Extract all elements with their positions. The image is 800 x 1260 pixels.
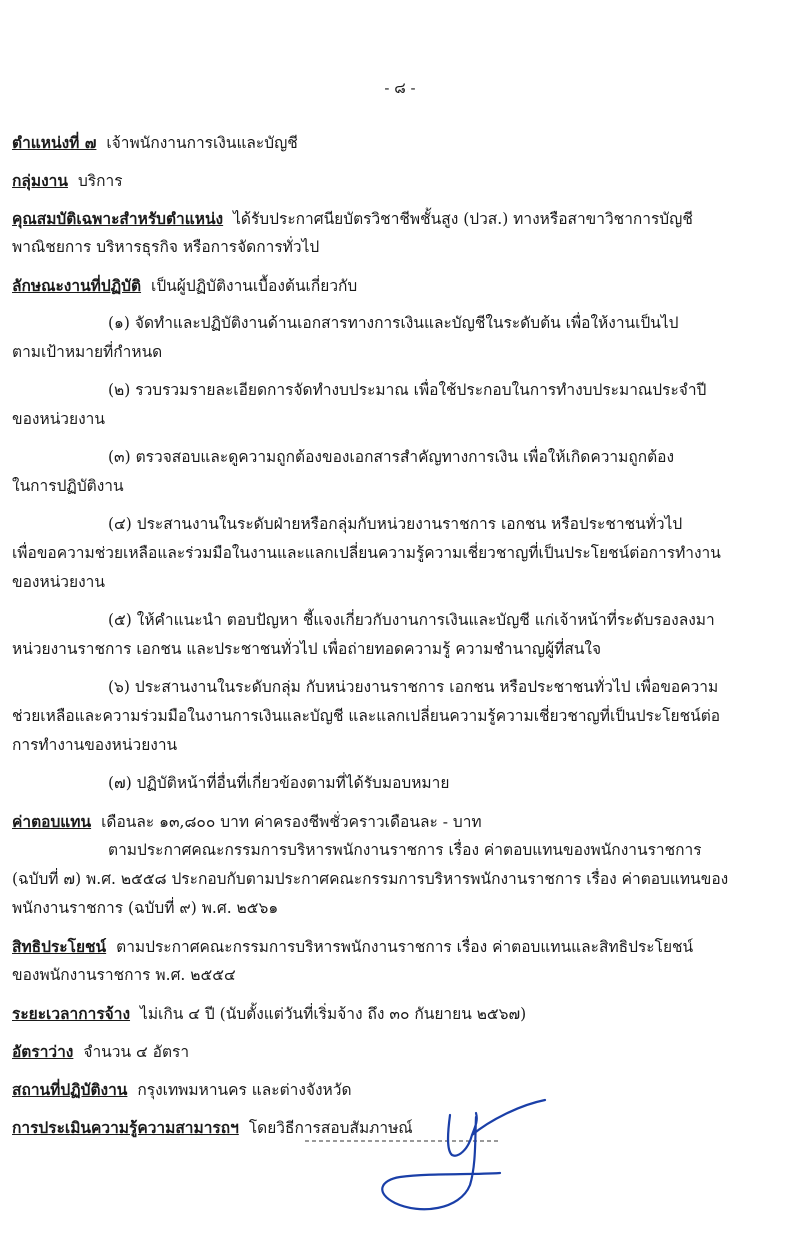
duties-line bbox=[12, 271, 798, 300]
duties-intro: เป็นผู้ปฏิบัติงานเบื้องต้นเกี่ยวกับ bbox=[151, 277, 358, 295]
duty-item-7-first: (๗) ปฏิบัติหน้าที่อื่นที่เกี่ยวข้องตามที่ได้รับมอบหมาย bbox=[108, 774, 450, 792]
benefits-line-1 bbox=[12, 932, 798, 961]
compensation-line-3: (ฉบับที่ ๗) พ.ศ. ๒๕๕๘ ประกอบกับตามประกาศคณะกรรมการบริหารพนักงานราชการ เรื่อง ค่าตอบแทนของ bbox=[12, 870, 729, 888]
qualification-heading: คุณสมบัติเฉพาะสำหรับตำแหน่ง bbox=[12, 209, 224, 228]
duty-item-6-cont-2: การทำงานของหน่วยงาน bbox=[12, 736, 178, 754]
duty-item-2-cont: ของหน่วยงาน bbox=[12, 410, 105, 428]
position-value: เจ้าพนักงานการเงินและบัญชี bbox=[106, 134, 298, 152]
assessment-value: โดยวิธีการสอบสัมภาษณ์ bbox=[248, 1119, 413, 1137]
duty-item-5-cont: หน่วยงานราชการ เอกชน และประชาชนทั่วไป เพื่อถ่ายทอดความรู้ ความชำนาญผู้ที่สนใจ bbox=[12, 640, 602, 658]
position-heading: ตำแหน่งที่ ๗ bbox=[12, 133, 97, 152]
position-line bbox=[12, 128, 798, 157]
compensation-line-4: พนักงานราชการ (ฉบับที่ ๙) พ.ศ. ๒๕๖๑ bbox=[12, 899, 279, 917]
duties-list bbox=[12, 309, 798, 798]
duty-item-2-first: (๒) รวบรวมรายละเอียดการจัดทำงบประมาณ เพื่อใช้ประกอบในการทำงบประมาณประจำปี bbox=[108, 381, 707, 399]
employment-period-heading: ระยะเวลาการจ้าง bbox=[12, 1004, 131, 1023]
compensation-line-2: ตามประกาศคณะกรรมการบริหารพนักงานราชการ เรื่อง ค่าตอบแทนของพนักงานราชการ bbox=[108, 841, 702, 859]
duties-heading: ลักษณะงานที่ปฏิบัติ bbox=[12, 276, 142, 295]
signature bbox=[300, 1095, 560, 1225]
signature-stroke bbox=[382, 1100, 545, 1209]
document-body bbox=[12, 128, 798, 1142]
duty-item-5-first: (๕) ให้คำแนะนำ ตอบปัญหา ชี้แจงเกี่ยวกับงานการเงินและบัญชี แก่เจ้าหน้าที่ระดับรองลงมา bbox=[108, 611, 715, 629]
benefits-text-1: ตามประกาศคณะกรรมการบริหารพนักงานราชการ เรื่อง ค่าตอบแทนและสิทธิประโยชน์ bbox=[116, 938, 694, 956]
qualification-line-1 bbox=[12, 204, 798, 233]
group-line bbox=[12, 166, 798, 195]
duty-item-1-first: (๑) จัดทำและปฏิบัติงานด้านเอกสารทางการเงินและบัญชีในระดับต้น เพื่อให้งานเป็นไป bbox=[108, 314, 679, 332]
assessment-heading: การประเมินความรู้ความสามารถฯ bbox=[12, 1118, 239, 1137]
duty-item-6-first: (๖) ประสานงานในระดับกลุ่ม กับหน่วยงานราชการ เอกชน หรือประชาชนทั่วไป เพื่อขอความ bbox=[108, 678, 719, 696]
qualification-text-1: ได้รับประกาศนียบัตรวิชาชีพชั้นสูง (ปวส.) ทางหรือสาขาวิชาการบัญชี bbox=[233, 210, 693, 228]
duty-item-3-cont: ในการปฏิบัติงาน bbox=[12, 477, 124, 495]
duty-item-4-first: (๔) ประสานงานในระดับฝ่ายหรือกลุ่มกับหน่วยงานราชการ เอกชน หรือประชาชนทั่วไป bbox=[108, 515, 683, 533]
duty-item-1-cont: ตามเป้าหมายที่กำหนด bbox=[12, 343, 163, 361]
group-heading: กลุ่มงาน bbox=[12, 171, 68, 190]
benefits-line-2: ของพนักงานราชการ พ.ศ. ๒๕๕๔ bbox=[12, 966, 236, 984]
page-number: - ๘ - bbox=[384, 79, 416, 97]
compensation-heading: ค่าตอบแทน bbox=[12, 812, 92, 831]
qualification-text-2: พาณิชยการ บริหารธุรกิจ หรือการจัดการทั่วไป bbox=[12, 238, 320, 256]
compensation-line-1 bbox=[12, 807, 798, 836]
vacancies-line bbox=[12, 1037, 798, 1066]
compensation-text-1: เดือนละ ๑๓,๘๐๐ บาท ค่าครองชีพชั่วคราวเดือนละ - บาท bbox=[101, 813, 482, 831]
benefits-heading: สิทธิประโยชน์ bbox=[12, 937, 107, 956]
duty-item-4-cont-1: เพื่อขอความช่วยเหลือและร่วมมือในงานและแลกเปลี่ยนความรู้ความเชี่ยวชาญที่เป็นประโยชน์ต่อการทำงาน bbox=[12, 544, 721, 562]
employment-period-line bbox=[12, 999, 798, 1028]
duty-item-3-first: (๓) ตรวจสอบและดูความถูกต้องของเอกสารสำคัญทางการเงิน เพื่อให้เกิดความถูกต้อง bbox=[108, 448, 675, 466]
work-location-heading: สถานที่ปฏิบัติงาน bbox=[12, 1080, 128, 1099]
work-location-value: กรุงเทพมหานคร และต่างจังหวัด bbox=[137, 1081, 352, 1099]
duty-item-6-cont-1: ช่วยเหลือและความร่วมมือในงานการเงินและบัญชี และแลกเปลี่ยนความรู้ความเชี่ยวชาญที่เป็นประโยชน์ต่อ bbox=[12, 707, 721, 725]
vacancies-heading: อัตราว่าง bbox=[12, 1042, 74, 1061]
employment-period-value: ไม่เกิน ๔ ปี (นับตั้งแต่วันที่เริ่มจ้าง ถึง ๓๐ กันยายน ๒๕๖๗) bbox=[140, 1005, 527, 1023]
duty-item-4-cont-2: ของหน่วยงาน bbox=[12, 573, 105, 591]
vacancies-value: จำนวน ๔ อัตรา bbox=[83, 1043, 190, 1061]
qualification-line-2 bbox=[12, 233, 798, 262]
group-value: บริการ bbox=[77, 172, 123, 190]
